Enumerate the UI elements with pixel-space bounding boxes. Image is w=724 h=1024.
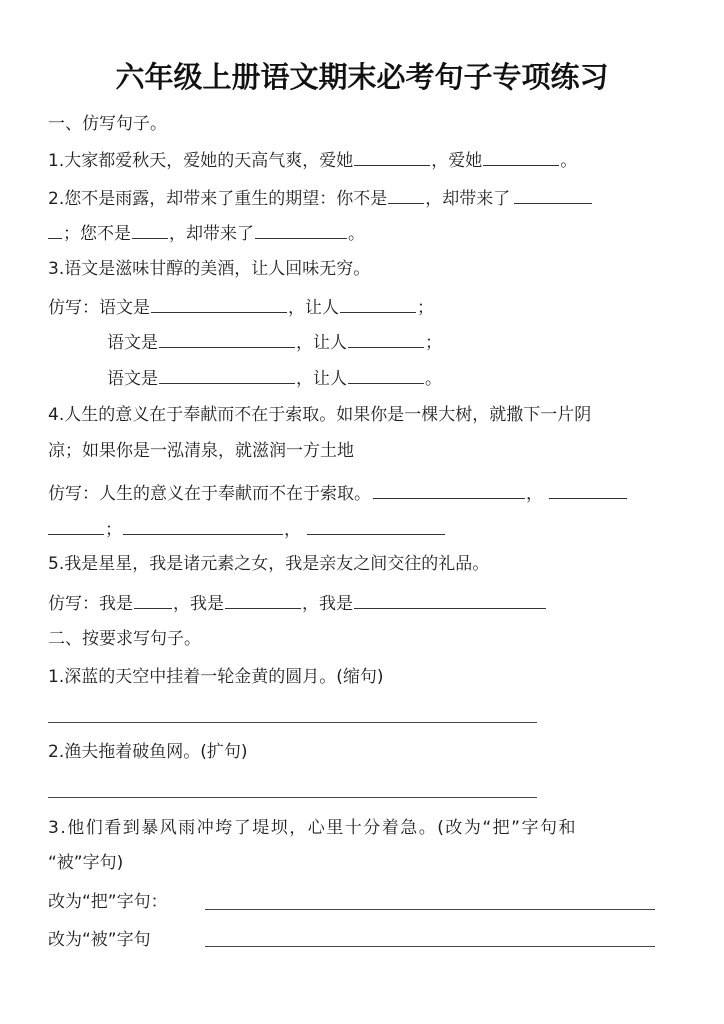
semicolon: ； bbox=[105, 520, 122, 540]
answer-blank[interactable] bbox=[132, 221, 168, 239]
answer-blank[interactable] bbox=[354, 591, 546, 609]
s1-q2-line1 bbox=[48, 186, 593, 210]
text-c: ，我是 bbox=[302, 594, 353, 614]
answer-blank[interactable] bbox=[549, 481, 627, 499]
answer-blank[interactable] bbox=[159, 366, 295, 384]
row-text-b: ，让人 bbox=[296, 333, 347, 353]
row-text-a: 语文是 bbox=[107, 369, 158, 389]
imitate-text: 人生的意义在于奉献而不在于索取。 bbox=[99, 484, 371, 504]
answer-blank[interactable] bbox=[48, 517, 104, 535]
answer-blank[interactable] bbox=[307, 517, 445, 535]
s1-q3-imitate-1 bbox=[48, 295, 434, 319]
section1-heading: 一、仿写句子。 bbox=[48, 114, 167, 134]
s1-q5-imitate bbox=[48, 591, 547, 615]
s2-q1 bbox=[48, 666, 384, 688]
answer-blank[interactable] bbox=[134, 591, 172, 609]
s1-q3-text: 语文是滋味甘醇的美酒，让人回味无穷。 bbox=[64, 259, 371, 279]
s1-q1-text-b: ，爱她 bbox=[431, 151, 483, 171]
s1-q3-num: 3. bbox=[48, 259, 65, 279]
answer-blank[interactable] bbox=[373, 481, 525, 499]
s1-q1-text-c: 。 bbox=[560, 151, 578, 171]
answer-blank[interactable] bbox=[225, 591, 301, 609]
row-text-b: ，让人 bbox=[288, 298, 339, 318]
imitate-label: 仿写： bbox=[48, 484, 99, 504]
s1-q3-imitate-3 bbox=[107, 366, 442, 390]
row-end: ； bbox=[425, 333, 442, 353]
ba-answer-line[interactable] bbox=[205, 909, 655, 910]
answer-blank[interactable] bbox=[348, 330, 424, 348]
s1-q4-imitate bbox=[48, 481, 628, 505]
answer-blank[interactable] bbox=[340, 295, 416, 313]
s1-q4-line2: 凉；如果你是一泓清泉，就滋润一方土地 bbox=[48, 441, 354, 461]
s2-q1-text: 深蓝的天空中挂着一轮金黄的圆月。(缩句) bbox=[64, 667, 384, 687]
s1-q2-text-a: 您不是雨露，却带来了重生的期望：你不是 bbox=[64, 189, 388, 209]
answer-blank[interactable] bbox=[151, 295, 287, 313]
answer-blank[interactable] bbox=[48, 221, 62, 239]
answer-line[interactable] bbox=[48, 797, 537, 798]
text-a: 我是 bbox=[99, 594, 133, 614]
text-b: ，我是 bbox=[173, 594, 224, 614]
s2-q3-text1: 他们看到暴风雨冲垮了堤坝，心里十分着急。(改为“把”字句和 bbox=[67, 818, 577, 838]
answer-line[interactable] bbox=[48, 722, 537, 723]
s1-q1-num: 1. bbox=[48, 151, 65, 171]
s1-q2-num: 2. bbox=[48, 189, 65, 209]
row-text-a: 语文是 bbox=[107, 333, 158, 353]
answer-blank[interactable] bbox=[348, 366, 424, 384]
s2-q1-num: 1. bbox=[48, 667, 65, 687]
row-end: 。 bbox=[425, 369, 442, 389]
s1-q2-text-c: ；您不是 bbox=[63, 224, 131, 244]
answer-blank[interactable] bbox=[354, 148, 430, 166]
s1-q4-imitate-2 bbox=[48, 517, 446, 541]
s1-q2-text-e: 。 bbox=[348, 224, 365, 244]
comma: ， bbox=[526, 484, 543, 504]
bei-answer-line[interactable] bbox=[205, 946, 655, 947]
row-text-a: 语文是 bbox=[99, 298, 150, 318]
s1-q3-imitate-2 bbox=[107, 330, 442, 354]
s2-q3-num: 3. bbox=[48, 818, 68, 838]
answer-blank[interactable] bbox=[388, 186, 424, 204]
s1-q2-text-b: ，却带来了 bbox=[425, 189, 511, 209]
s2-q3-bei-label: 改为“被”字句 bbox=[48, 930, 151, 950]
answer-blank[interactable] bbox=[123, 517, 283, 535]
comma: ， bbox=[284, 520, 301, 540]
s1-q5 bbox=[48, 553, 489, 575]
s2-q2-num: 2. bbox=[48, 742, 65, 762]
s1-q4-num: 4. bbox=[48, 405, 65, 425]
row-end: ； bbox=[417, 298, 434, 318]
row-text-b: ，让人 bbox=[296, 369, 347, 389]
page-title: 六年级上册语文期末必考句子专项练习 bbox=[115, 60, 609, 94]
s2-q2 bbox=[48, 741, 248, 763]
s1-q4-text1: 人生的意义在于奉献而不在于索取。如果你是一棵大树，就撒下一片阴 bbox=[64, 405, 592, 425]
answer-blank[interactable] bbox=[159, 330, 295, 348]
s1-q2-line2 bbox=[48, 221, 365, 245]
s1-q2-text-d: ，却带来了 bbox=[169, 224, 254, 244]
s1-q3 bbox=[48, 258, 370, 280]
section2-heading: 二、按要求写句子。 bbox=[48, 629, 201, 649]
s1-q5-text: 我是星星，我是诸元素之女，我是亲友之间交往的礼品。 bbox=[64, 554, 490, 574]
imitate-label: 仿写： bbox=[48, 594, 99, 614]
answer-blank[interactable] bbox=[514, 186, 592, 204]
imitate-label: 仿写： bbox=[48, 298, 99, 318]
s2-q3-line2: “被”字句) bbox=[48, 853, 124, 873]
s1-q1-text-a: 大家都爱秋天，爱她的天高气爽，爱她 bbox=[64, 151, 354, 171]
answer-blank[interactable] bbox=[483, 148, 559, 166]
s2-q3-ba-label: 改为“把”字句： bbox=[48, 892, 168, 912]
s2-q2-text: 渔夫拖着破鱼网。(扩句) bbox=[64, 742, 248, 762]
s1-q4-line1 bbox=[48, 404, 591, 426]
s2-q3-line1 bbox=[48, 817, 577, 839]
s1-q1 bbox=[48, 148, 577, 172]
s1-q5-num: 5. bbox=[48, 554, 65, 574]
answer-blank[interactable] bbox=[255, 221, 347, 239]
